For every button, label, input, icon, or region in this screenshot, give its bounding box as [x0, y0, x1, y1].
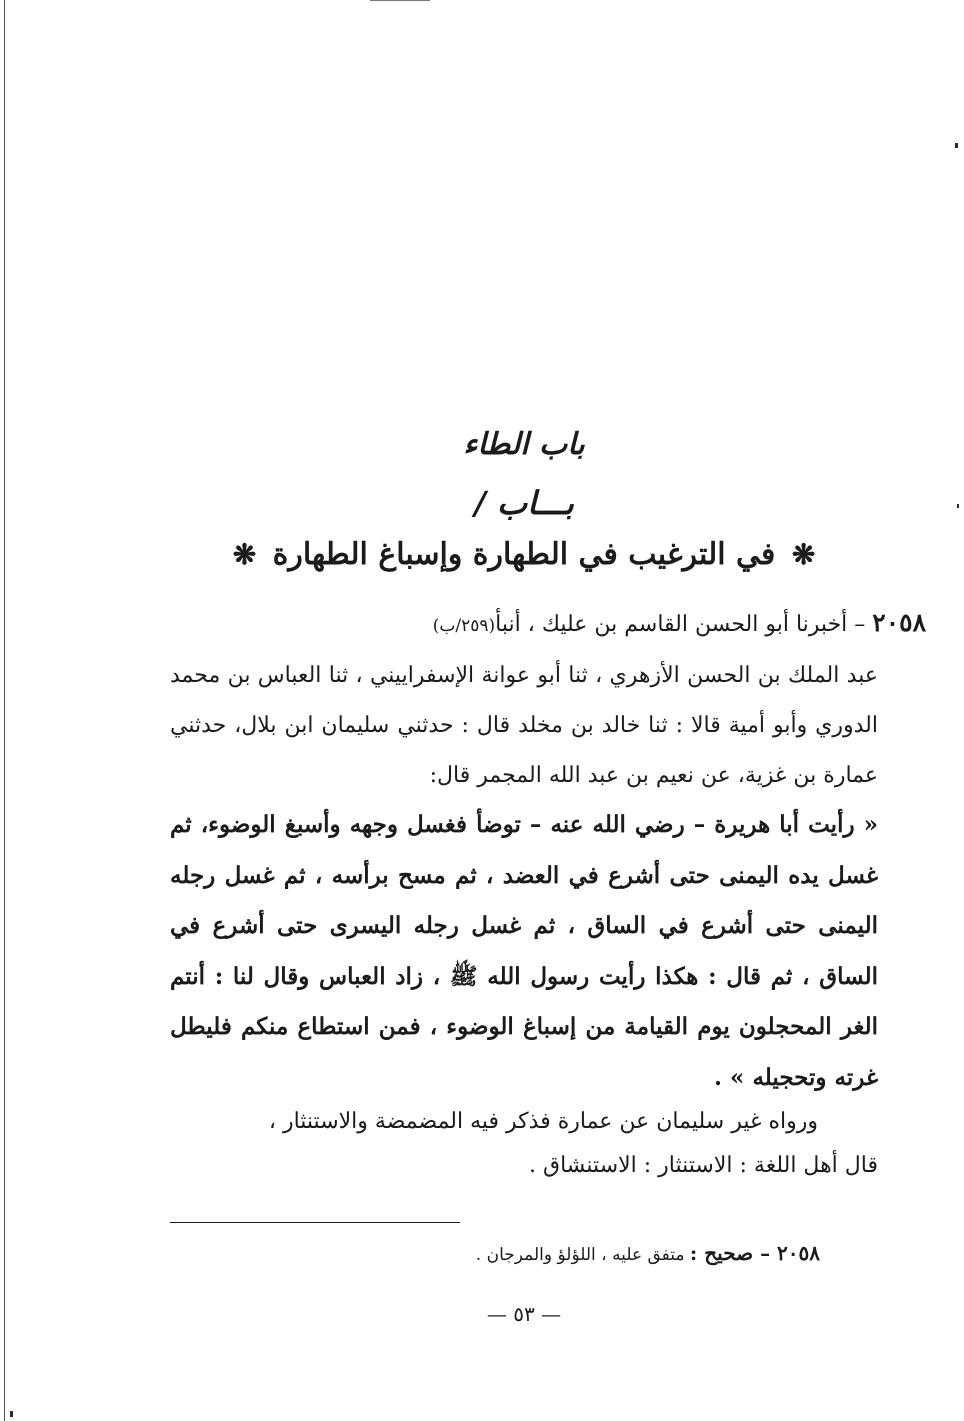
star-ornament-icon: ❋: [791, 538, 816, 571]
scan-edge-left: [4, 0, 5, 1421]
scan-speck: [957, 504, 959, 508]
footnote: [170, 1238, 820, 1270]
footnote-divider: [170, 1222, 460, 1223]
hadith-dash: –: [854, 612, 866, 637]
hadith-matn: « رأيت أبا هريرة – رضي الله عنه – توضأ فغسل وجهه وأسبغ الوضوء، ثم غسل يده اليمنى حتى أشرع في العضد ، ثم مسح برأسه ، ثم غسل رجله اليمنى حتى أشرع في الساق ، ثم غسل رجله اليسرى حتى أشرع في الساق ، ثم قال : هكذا رأيت رسول الله ﷺ ، زاد العباس وقال لنا : أنتم الغر المحجلون يوم القيامة من إسباغ الوضوء ، فمن استطاع منكم فليطل غرته وتحجيله » .: [170, 811, 878, 1091]
section-heading-text: في الترغيب في الطهارة وإسباغ الطهارة: [272, 537, 776, 572]
footnote-label: ٢٠٥٨ – صحيح :: [689, 1241, 820, 1265]
isnad-line-1: أخبرنا أبو الحسن القاسم بن عليك ، أنبأ: [495, 612, 848, 637]
isnad-continuation: عبد الملك بن الحسن الأزهري ، ثنا أبو عوانة الإسفراييني ، ثنا العباس بن محمد الدوري وأبو أمية قالا : ثنا خالد بن مخلد قال : حدثني سليمان ابن بلال، حدثني عمارة بن غزية، عن نعيم بن عبد الله المجمر قال:: [170, 663, 878, 788]
footnote-text: متفق عليه ، اللؤلؤ والمرجان .: [475, 1245, 685, 1265]
scan-speck: [955, 143, 958, 148]
folio-marker: (٢٥٩/ب): [432, 616, 496, 636]
section-heading: [170, 530, 878, 580]
chapter-title: باب الطاء: [463, 427, 585, 462]
hadith-commentary: [170, 1100, 878, 1188]
isnad-first-line: [170, 598, 926, 651]
bab-label: بـــاب /: [474, 484, 574, 522]
scan-speck: [10, 1411, 13, 1417]
commentary-line-1: ورواه غير سليمان عن عمارة فذكر فيه المضمضة والاستنثار ،: [268, 1109, 818, 1134]
commentary-line-2: قال أهل اللغة : الاستنثار : الاستنشاق .: [529, 1153, 878, 1178]
book-page: [170, 0, 926, 1421]
page-number: — ٥٣ —: [486, 1302, 562, 1326]
hadith-number: ٢٠٥٨: [872, 608, 926, 637]
star-ornament-icon: ❋: [232, 538, 257, 571]
hadith-isnad: [170, 598, 926, 801]
